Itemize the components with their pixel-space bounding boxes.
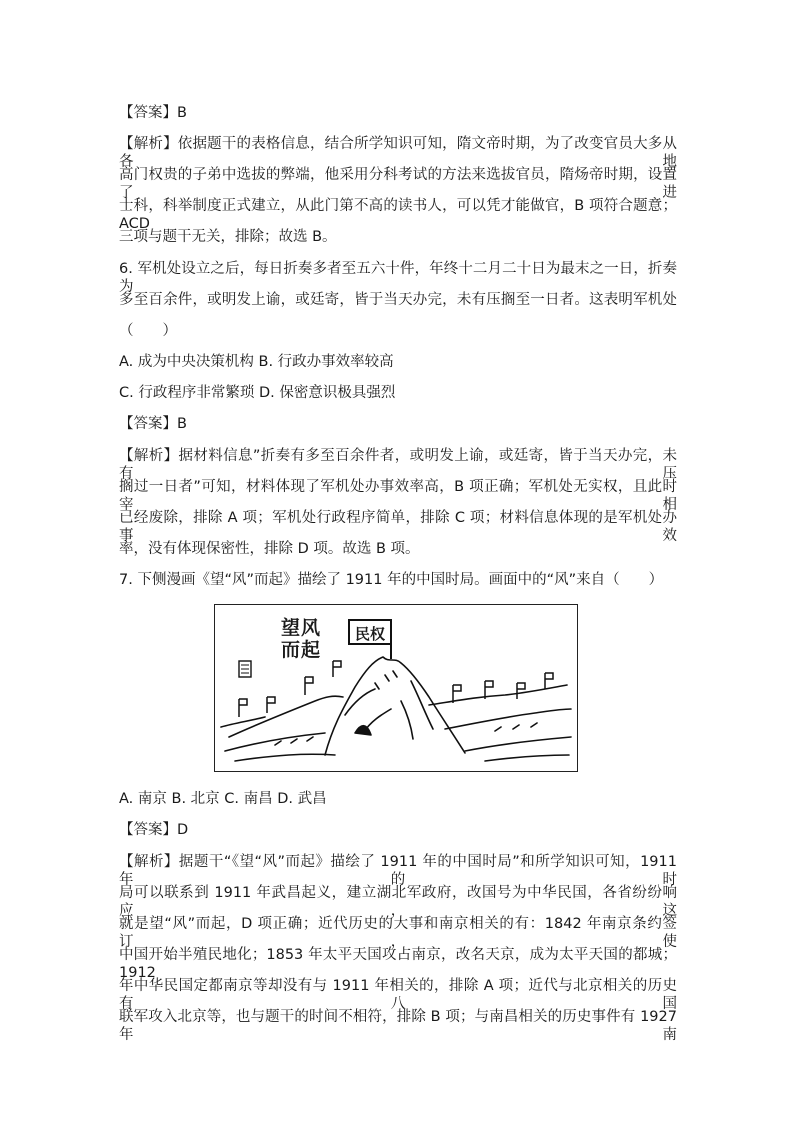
q6-stem-line: （ ） [119, 323, 177, 339]
q7-analysis-line: 就是望“风”而起，D 项正确；近代历史的大事和南京相关的有：1842 年南京条约签订，使 [119, 916, 677, 950]
q6-answer: 【答案】B [119, 416, 187, 432]
q7-analysis-line: 局可以联系到 1911 年武昌起义，建立湖北军政府，改国号为中华民国，各省纷纷响应，这 [119, 885, 677, 919]
q5-analysis-line: 【解析】依据题干的表格信息，结合所学知识可知，隋文帝时期，为了改变官员大多从各地 [119, 136, 677, 170]
q7-analysis-line: 年中华民国定都南京等却没有与 1911 年相关的，排除 A 项；近代与北京相关的历史有八国 [119, 978, 677, 1012]
q7-options: A. 南京 B. 北京 C. 南昌 D. 武昌 [119, 791, 327, 807]
cartoon-image [214, 604, 578, 772]
q6-option-line: C. 行政程序非常繁琐 D. 保密意识极具强烈 [119, 385, 396, 401]
q7-stem: 7. 下侧漫画《望“风”而起》描绘了 1911 年的中国时局。画面中的“风”来自（ ） [119, 572, 664, 588]
cartoon-title-line: 而起 [281, 639, 322, 661]
q5-analysis-line: 士科，科举制度正式建立，从此门第不高的读书人，可以凭才能做官，B 项符合题意；ACD [119, 198, 677, 232]
q5-answer: 【答案】B [119, 105, 187, 121]
q6-analysis-line: 率，没有体现保密性，排除 D 项。故选 B 项。 [119, 541, 420, 557]
q7-answer: 【答案】D [119, 822, 189, 838]
cartoon-drawing [215, 605, 576, 770]
q6-analysis-line: 【解析】据材料信息”折奏有多至百余件者，或明发上谕，或廷寄，皆于当天办完，未有压 [119, 448, 677, 482]
q6-stem-line: 6. 军机处设立之后，每日折奏多者至五六十件，年终十二月二十日为最末之一日，折奏为 [119, 261, 677, 295]
q7-analysis-line: 联军攻入北京等，也与题干的时间不相符，排除 B 项；与南昌相关的历史事件有 1927 年南 [119, 1009, 677, 1043]
q6-analysis-line: 搁过一日者”可知，材料体现了军机处办事效率高，B 项正确；军机处无实权，且此时宰相 [119, 479, 677, 513]
q7-analysis-line: 中国开始半殖民地化；1853 年太平天国攻占南京，改名天京，成为太平天国的都城；1912 [119, 947, 677, 981]
cartoon-title-line: 望风 [281, 617, 322, 639]
q5-analysis-line: 高门权贵的子弟中选拔的弊端，他采用分科考试的方法来选拔官员，隋炀帝时期，设置了进 [119, 167, 677, 201]
q6-option-line: A. 成为中央决策机构 B. 行政办事效率较高 [119, 354, 394, 370]
cartoon-flag-label: 民权 [348, 619, 392, 645]
q6-analysis-line: 已经废除，排除 A 项；军机处行政程序简单，排除 C 项；材料信息体现的是军机处办事效 [119, 510, 677, 544]
q5-analysis-line: 三项与题干无关，排除；故选 B。 [119, 229, 337, 245]
q7-analysis-line: 【解析】据题干“《望“风”而起》描绘了 1911 年的中国时局”和所学知识可知，1911 年的时 [119, 854, 677, 888]
q6-stem-line: 多至百余件，或明发上谕，或廷寄，皆于当天办完，未有压搁至一日者。这表明军机处 [119, 292, 677, 308]
